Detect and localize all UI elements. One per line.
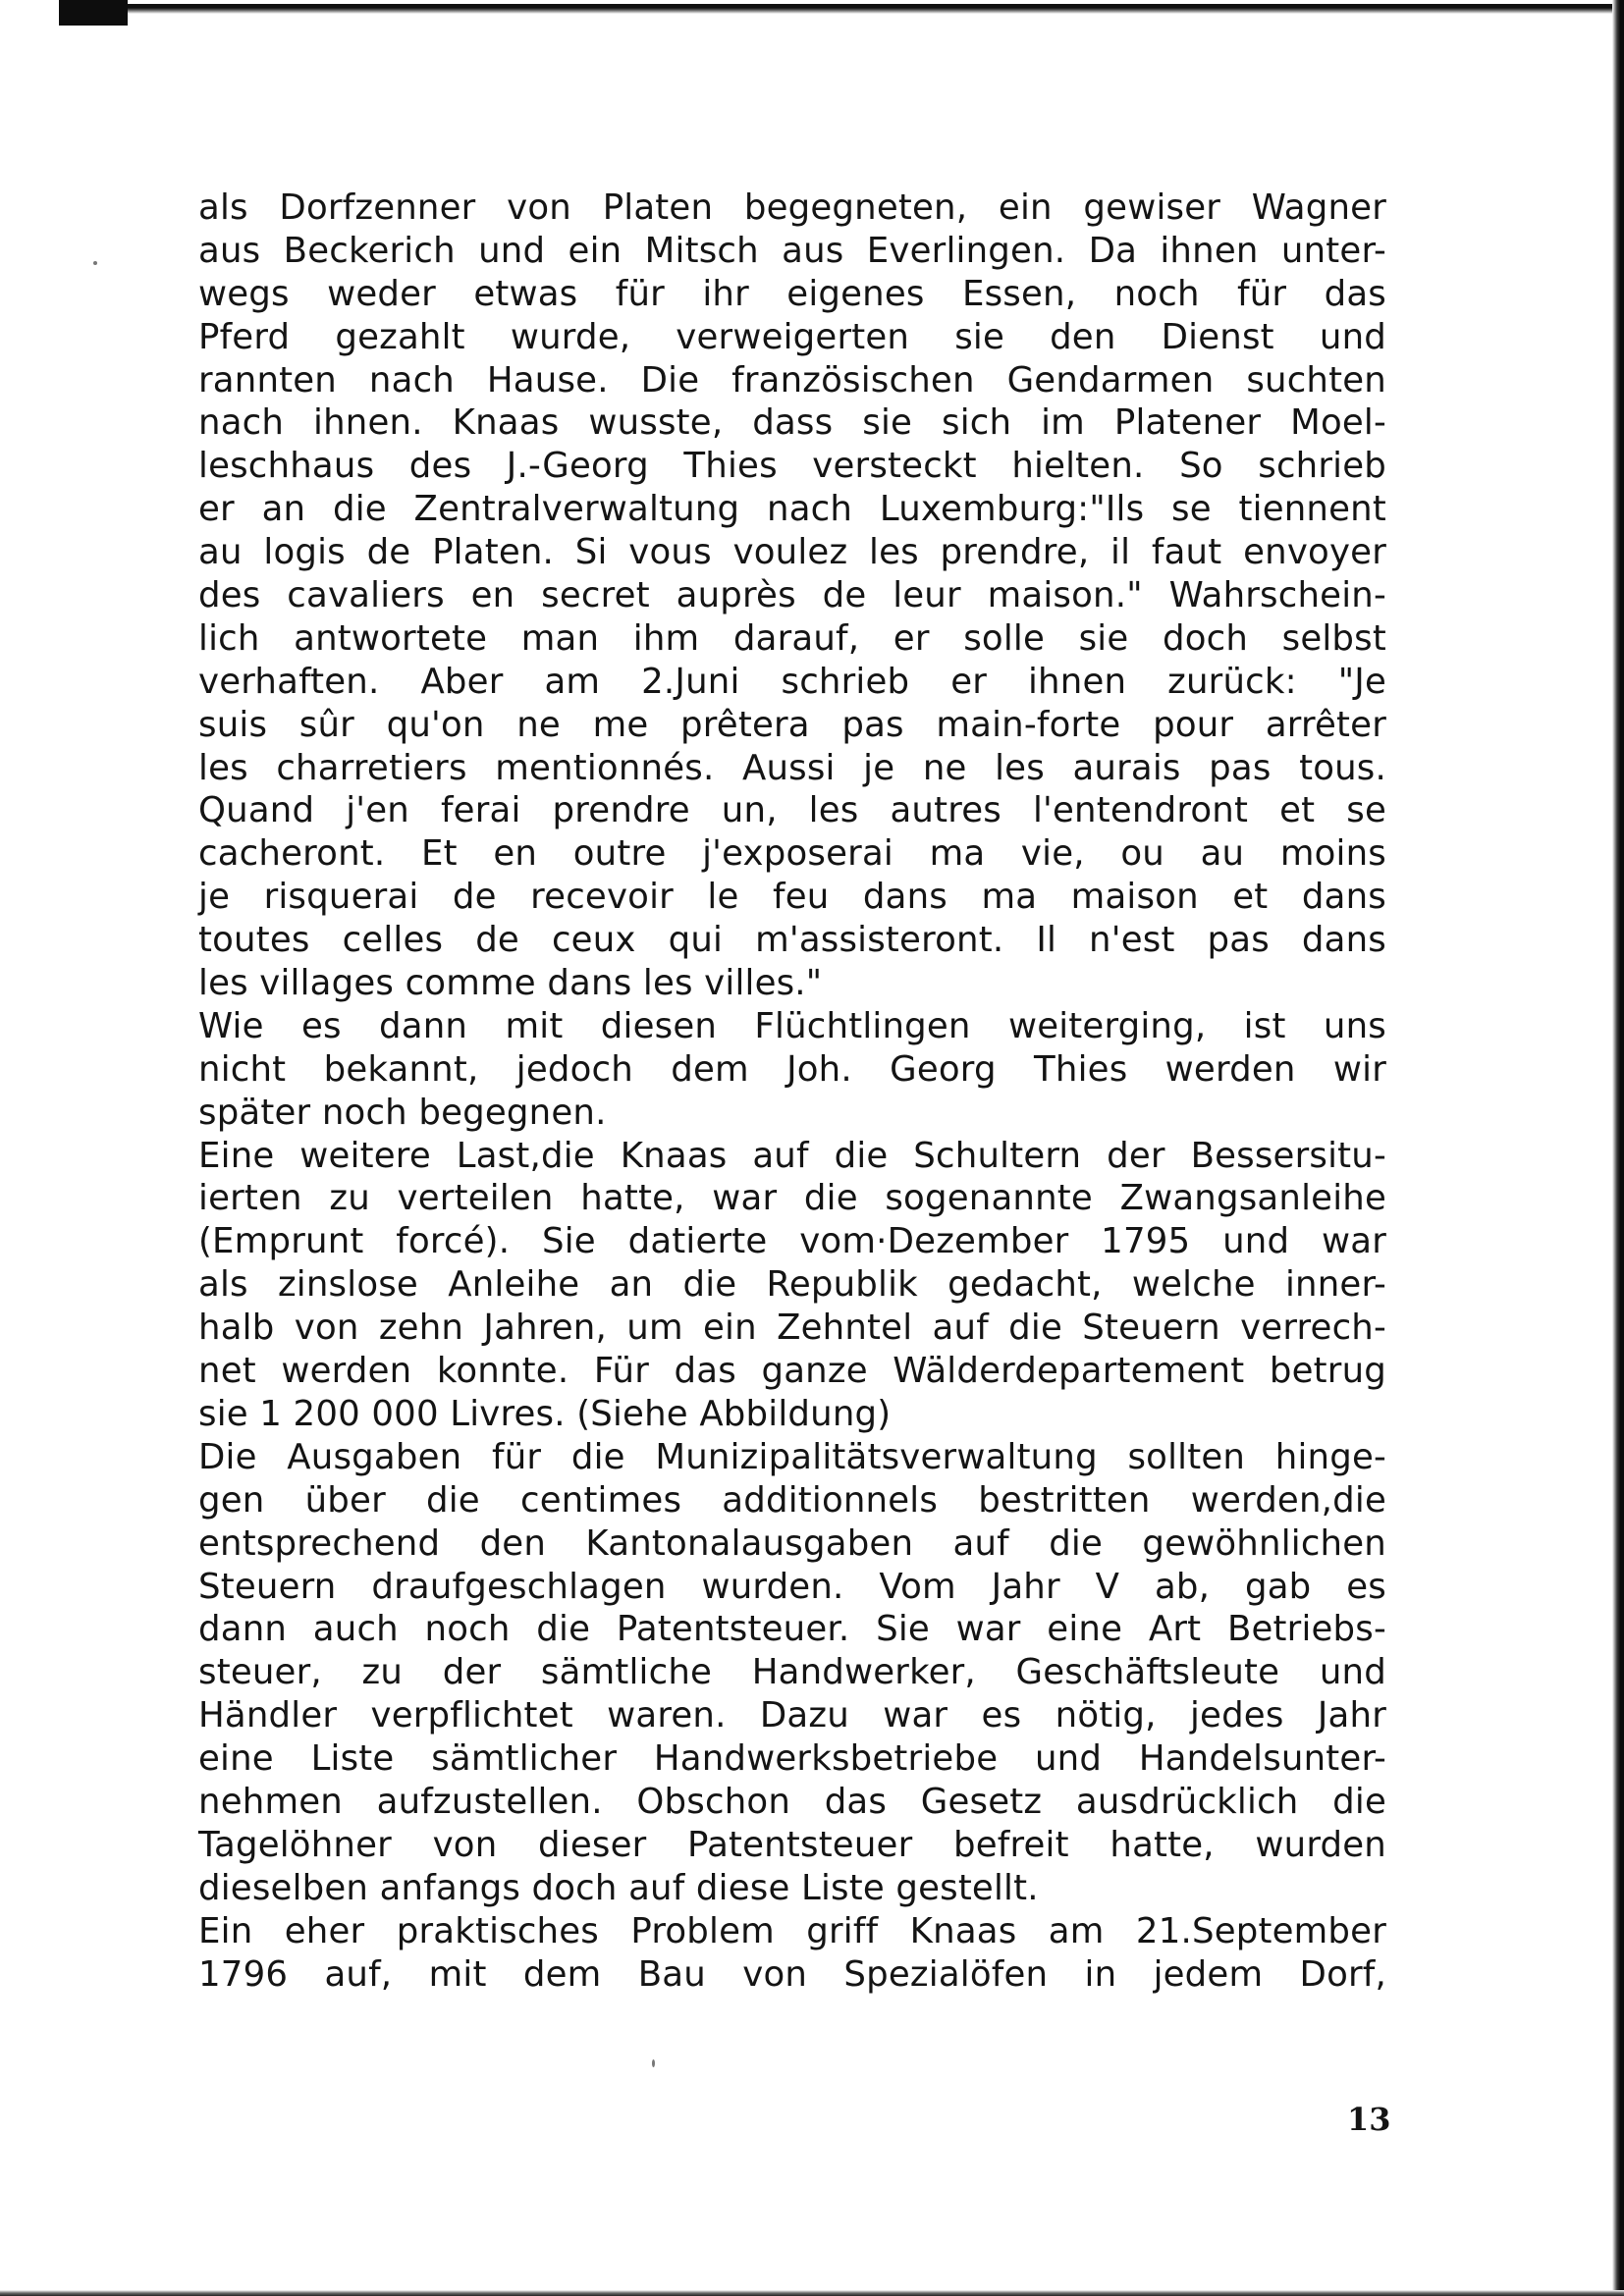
text-line: Die Ausgaben für die Munizipalitätsverwaltung sollten hinge- [198,1436,1386,1477]
scan-edge-right [1612,0,1624,2296]
speck [652,2059,655,2067]
text-line: er an die Zentralverwaltung nach Luxemburg:"Ils se tiennent [198,489,1386,530]
text-line: 1796 auf, mit dem Bau von Spezialöfen in jedem Dorf, [198,1953,1386,1995]
text-line: (Emprunt forcé). Sie datierte vom·Dezember 1795 und war [198,1221,1386,1262]
text-line: net werden konnte. Für das ganze Wälderdepartement betrug [198,1351,1386,1392]
text-line: eine Liste sämtlicher Handwerksbetriebe und Handelsunter- [198,1738,1386,1780]
text-line: les charretiers mentionnés. Aussi je ne les aurais pas tous. [198,747,1386,788]
scan-edge-top [59,4,1624,14]
text-line: Ein eher praktisches Problem griff Knaas am 21.September [198,1910,1386,1951]
text-line: cacheront. Et en outre j'exposerai ma vie, ou au moins [198,833,1386,875]
text-line: verhaften. Aber am 2.Juni schrieb er ihnen zurück: "Je [198,661,1386,702]
text-line: entsprechend den Kantonalausgaben auf die gewöhnlichen [198,1522,1386,1564]
text-line: Tagelöhner von dieser Patentsteuer befreit hatte, wurden [198,1824,1386,1865]
text-line: leschhaus des J.-Georg Thies versteckt hielten. So schrieb [198,446,1386,487]
text-line: Eine weitere Last,die Knaas auf die Schultern der Bessersitu- [198,1135,1386,1176]
text-line: nehmen aufzustellen. Obschon das Gesetz ausdrücklich die [198,1781,1386,1822]
text-line: toutes celles de ceux qui m'assisteront. Il n'est pas dans [198,920,1386,961]
text-line: sie 1 200 000 Livres. (Siehe Abbildung) [198,1393,892,1434]
text-line: ierten zu verteilen hatte, war die sogenannte Zwangsanleihe [198,1178,1386,1219]
text-line: Pferd gezahlt wurde, verweigerten sie den Dienst und [198,316,1386,357]
text-line: Quand j'en ferai prendre un, les autres l'entendront et se [198,790,1386,831]
text-line: suis sûr qu'on ne me prêtera pas main-forte pour arrêter [198,704,1386,745]
text-line: Händler verpflichtet waren. Dazu war es nötig, jedes Jahr [198,1695,1386,1736]
text-line: rannten nach Hause. Die französischen Gendarmen suchten [198,359,1386,400]
text-line: nicht bekannt, jedoch dem Joh. Georg Thies werden wir [198,1048,1386,1090]
text-line: les villages comme dans les villes." [198,963,823,1004]
text-line: steuer, zu der sämtliche Handwerker, Geschäftsleute und [198,1652,1386,1693]
scan-edge-corner [59,0,128,26]
text-line: dieselben anfangs doch auf diese Liste gestellt. [198,1867,1039,1908]
text-line: halb von zehn Jahren, um ein Zehntel auf die Steuern verrech- [198,1308,1386,1349]
text-line: Steuern draufgeschlagen wurden. Vom Jahr V ab, gab es [198,1566,1386,1607]
text-line: aus Beckerich und ein Mitsch aus Everlingen. Da ihnen unter- [198,230,1386,271]
text-line: Wie es dann mit diesen Flüchtlingen weiterging, ist uns [198,1005,1386,1046]
text-line: später noch begegnen. [198,1092,607,1133]
text-line: als zinslose Anleihe an die Republik gedacht, welche inner- [198,1264,1386,1306]
scan-edge-bottom [0,2290,1624,2296]
text-line: nach ihnen. Knaas wusste, dass sie sich im Platener Moel- [198,402,1386,444]
speck [93,261,97,265]
text-line: wegs weder etwas für ihr eigenes Essen, noch für das [198,273,1386,314]
text-line: je risquerai de recevoir le feu dans ma maison et dans [198,877,1386,918]
text-line: des cavaliers en secret auprès de leur maison." Wahrschein- [198,575,1386,616]
text-line: dann auch noch die Patentsteuer. Sie war eine Art Betriebs- [198,1609,1386,1650]
text-line: gen über die centimes additionnels bestritten werden,die [198,1479,1386,1521]
text-line: lich antwortete man ihm darauf, er solle sie doch selbst [198,617,1386,659]
text-line: als Dorfzenner von Platen begegneten, ein gewiser Wagner [198,187,1386,228]
text-line: au logis de Platen. Si vous voulez les prendre, il faut envoyer [198,532,1386,573]
page-body-text [198,187,1386,1996]
page-number: 13 [1347,2101,1391,2138]
